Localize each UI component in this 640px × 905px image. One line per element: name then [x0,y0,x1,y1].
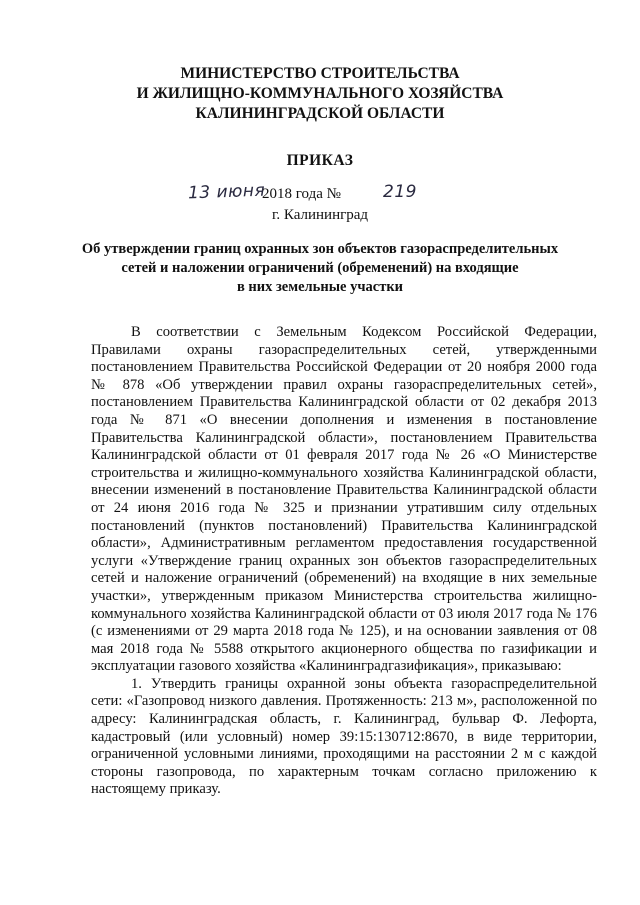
order-title: ПРИКАЗ [286,152,354,169]
subject-line-3: в них земельные участки [236,279,404,295]
preamble-paragraph: В соответствии с Земельным Кодексом Российской Федерации, Правилами охраны газораспределительных сетей, утвержденными постановлением Правительства Российской Федерации от 20 ноября 2000 года № 878 «Об утверждении правил охраны газораспределительных сетей», постановлением Правительства Калининградской области от 02 декабря 2013 года № 871 «О внесении дополнения и изменения в постановление Правительства Калининградской области», постановлением Правительства Калининградской области от 01 февраля 2017 года № 26 «О Министерстве строительства и жилищно-коммунального хозяйства Калининградской области, внесении изменений в постановление Правительства Калининградской области от 24 июня 2016 года № 325 и признании утратившим силу отдельных постановлений (пунктов постановлений) Правительства Калининградской области», Административным регламентом предоставления государственной услуги «Утверждение границ охранных зон объектов газораспределительных сетей и наложение ограничений (обременений) на входящие в них земельные участки», утвержденным приказом Министерства строительства жилищно-коммунального хозяйства Калининградской области от 03 июля 2017 года № 176 (с изменениями от 29 марта 2018 года № 125), и на основании заявления от 08 мая 2018 года № 5588 открытого акционерного общества по газификации и эксплуатации газового хозяйства «Калининградгазификация», приказываю: [91,324,597,675]
subject-line-2: сетей и наложении ограничений (обременений) на входящие [121,260,519,276]
order-body [91,324,597,799]
handwritten-order-number: 219 [383,182,417,202]
order-city: г. Калининград [271,207,369,223]
order-year-text: 2018 года № [262,186,341,202]
handwritten-date: 13 июня [187,180,266,204]
ministry-line-2: И ЖИЛИЩНО-КОММУНАЛЬНОГО ХОЗЯЙСТВА [136,85,504,102]
ministry-line-1: МИНИСТЕРСТВО СТРОИТЕЛЬСТВА [180,65,460,82]
subject-line-1: Об утверждении границ охранных зон объектов газораспределительных [81,241,559,257]
ministry-line-3: КАЛИНИНГРАДСКОЙ ОБЛАСТИ [195,105,445,122]
order-item-1: 1. Утвердить границы охранной зоны объекта газораспределительной сети: «Газопровод низкого давления. Протяженность: 213 м», расположенной по адресу: Калининградская область, г. Калининград, бульвар Ф. Лефорта, кадастровый (или условный) номер 39:15:130712:8670, в виде территории, ограниченной условными линиями, проходящими на расстоянии 2 м с каждой стороны газопровода, по характерным точкам согласно приложению к настоящему приказу. [91,675,597,798]
order-subject [0,240,640,297]
ministry-header [0,64,640,124]
